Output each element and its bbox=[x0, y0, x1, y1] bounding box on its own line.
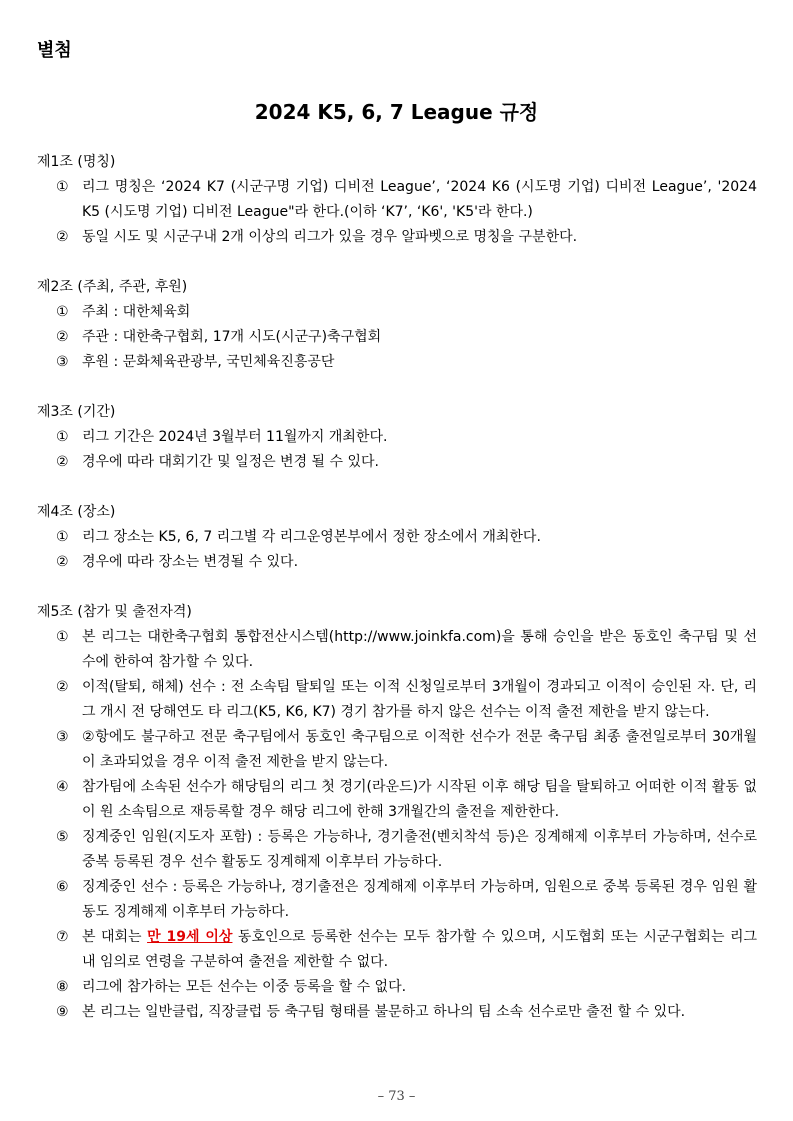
clause bbox=[37, 175, 757, 225]
clause-number: ② bbox=[56, 229, 69, 245]
clause-text: 주관 : 대한축구협회, 17개 시도(시군구)축구협회 bbox=[82, 329, 382, 345]
clause-number: ① bbox=[56, 629, 69, 645]
article-heading: 제3조 (기간) bbox=[37, 404, 116, 420]
clause-text-post: 동호인으로 등록한 선수는 모두 참가할 수 있으며, 시도협회 또는 시군구협회는 리그 내 임의로 연령을 구분하여 출전을 제한할 수 없다. bbox=[82, 929, 758, 970]
clause-number: ③ bbox=[56, 354, 69, 370]
clause-text: 리그 장소는 K5, 6, 7 리그별 각 리그운영본부에서 정한 장소에서 개최한다. bbox=[82, 529, 541, 545]
clause-number: ② bbox=[56, 679, 69, 695]
article-3 bbox=[37, 400, 757, 475]
clause-number: ⑦ bbox=[56, 929, 69, 945]
clause bbox=[37, 875, 757, 925]
clause-text: 참가팀에 소속된 선수가 해당팀의 리그 첫 경기(라운드)가 시작된 이후 해당 팀을 탈퇴하고 어떠한 이적 활동 없이 원 소속팀으로 재등록할 경우 해당 리그에 한해 3개월간의 출전을 제한한다. bbox=[82, 779, 757, 820]
clause-number: ⑧ bbox=[56, 979, 69, 995]
document-body bbox=[37, 150, 757, 1050]
clause-text: 주최 : 대한체육회 bbox=[82, 304, 191, 320]
clause-number: ⑤ bbox=[56, 829, 69, 845]
clause bbox=[37, 725, 757, 775]
clause-text: 경우에 따라 장소는 변경될 수 있다. bbox=[82, 554, 299, 570]
clause-text: 후원 : 문화체육관광부, 국민체육진흥공단 bbox=[82, 354, 335, 370]
clause-number: ⑨ bbox=[56, 1004, 69, 1020]
article-heading: 제4조 (장소) bbox=[37, 504, 116, 520]
clause-number: ② bbox=[56, 554, 69, 570]
clause-text: 징계중인 선수 : 등록은 가능하나, 경기출전은 징계해제 이후부터 가능하며, 임원으로 중복 등록된 경우 임원 활동도 징계해제 이후부터 가능하다. bbox=[82, 879, 757, 920]
clause bbox=[37, 550, 757, 575]
clause bbox=[37, 425, 757, 450]
clause bbox=[37, 525, 757, 550]
article-4 bbox=[37, 500, 757, 575]
clause bbox=[37, 975, 757, 1000]
clause-text: 리그 명칭은 ‘2024 K7 (시군구명 기업) 디비전 League’, ‘2024 K6 (시도명 기업) 디비전 League’, '2024 K5 (시도명 기업) 디비전 League"라 한다.(이하 ‘K7’, ‘K6', 'K5'라 한다.) bbox=[82, 179, 757, 220]
clause-text: ②항에도 불구하고 전문 축구팀에서 동호인 축구팀으로 이적한 선수가 전문 축구팀 최종 출전일로부터 30개월이 초과되었을 경우 이적 출전 제한을 받지 않는다. bbox=[82, 729, 757, 770]
article-1 bbox=[37, 150, 757, 250]
clause bbox=[37, 325, 757, 350]
page-label: 별첨 bbox=[37, 40, 72, 61]
clause-number: ④ bbox=[56, 779, 69, 795]
age-requirement-highlight: 만 19세 이상 bbox=[147, 929, 233, 945]
clause-text: 본 리그는 대한축구협회 통합전산시스템(http://www.joinkfa.com)을 통해 승인을 받은 동호인 축구팀 및 선수에 한하여 참가할 수 있다. bbox=[82, 629, 757, 670]
clause-text-pre: 본 대회는 bbox=[82, 929, 148, 945]
clause bbox=[37, 350, 757, 375]
article-heading: 제1조 (명칭) bbox=[37, 154, 116, 170]
document-title: 2024 K5, 6, 7 League 규정 bbox=[254, 100, 539, 124]
clause-number: ① bbox=[56, 304, 69, 320]
clause-text: 징계중인 임원(지도자 포함) : 등록은 가능하나, 경기출전(벤치착석 등)은 징계해제 이후부터 가능하며, 선수로 중복 등록된 경우 선수 활동도 징계해제 이후부터 가능하다. bbox=[82, 829, 757, 870]
article-heading: 제2조 (주최, 주관, 후원) bbox=[37, 279, 188, 295]
clause bbox=[37, 450, 757, 475]
article-5 bbox=[37, 600, 757, 1025]
page-number: – 73 – bbox=[377, 1089, 416, 1104]
clause bbox=[37, 675, 757, 725]
clause-number: ① bbox=[56, 429, 69, 445]
clause bbox=[37, 925, 757, 975]
clause-number: ② bbox=[56, 454, 69, 470]
clause bbox=[37, 300, 757, 325]
article-2 bbox=[37, 275, 757, 375]
clause bbox=[37, 625, 757, 675]
clause-number: ② bbox=[56, 329, 69, 345]
clause-text: 리그 기간은 2024년 3월부터 11월까지 개최한다. bbox=[82, 429, 388, 445]
clause-number: ① bbox=[56, 179, 69, 195]
clause-number: ③ bbox=[56, 729, 69, 745]
clause bbox=[37, 825, 757, 875]
clause-text bbox=[82, 929, 757, 970]
clause-text: 이적(탈퇴, 해체) 선수 : 전 소속팀 탈퇴일 또는 이적 신청일로부터 3개월이 경과되고 이적이 승인된 자. 단, 리그 개시 전 당해연도 타 리그(K5, K6, K7) 경기 참가를 하지 않은 선수는 이적 출전 제한을 받지 않는다. bbox=[82, 679, 757, 720]
clause-text: 본 리그는 일반클럽, 직장클럽 등 축구팀 형태를 불문하고 하나의 팀 소속 선수로만 출전 할 수 있다. bbox=[82, 1004, 686, 1020]
clause-text: 경우에 따라 대회기간 및 일정은 변경 될 수 있다. bbox=[82, 454, 380, 470]
clause bbox=[37, 1000, 757, 1025]
clause bbox=[37, 225, 757, 250]
clause-number: ① bbox=[56, 529, 69, 545]
clause-text: 동일 시도 및 시군구내 2개 이상의 리그가 있을 경우 알파벳으로 명칭을 구분한다. bbox=[82, 229, 578, 245]
clause-text: 리그에 참가하는 모든 선수는 이중 등록을 할 수 없다. bbox=[82, 979, 407, 995]
article-heading: 제5조 (참가 및 출전자격) bbox=[37, 604, 192, 620]
clause bbox=[37, 775, 757, 825]
clause-number: ⑥ bbox=[56, 879, 69, 895]
